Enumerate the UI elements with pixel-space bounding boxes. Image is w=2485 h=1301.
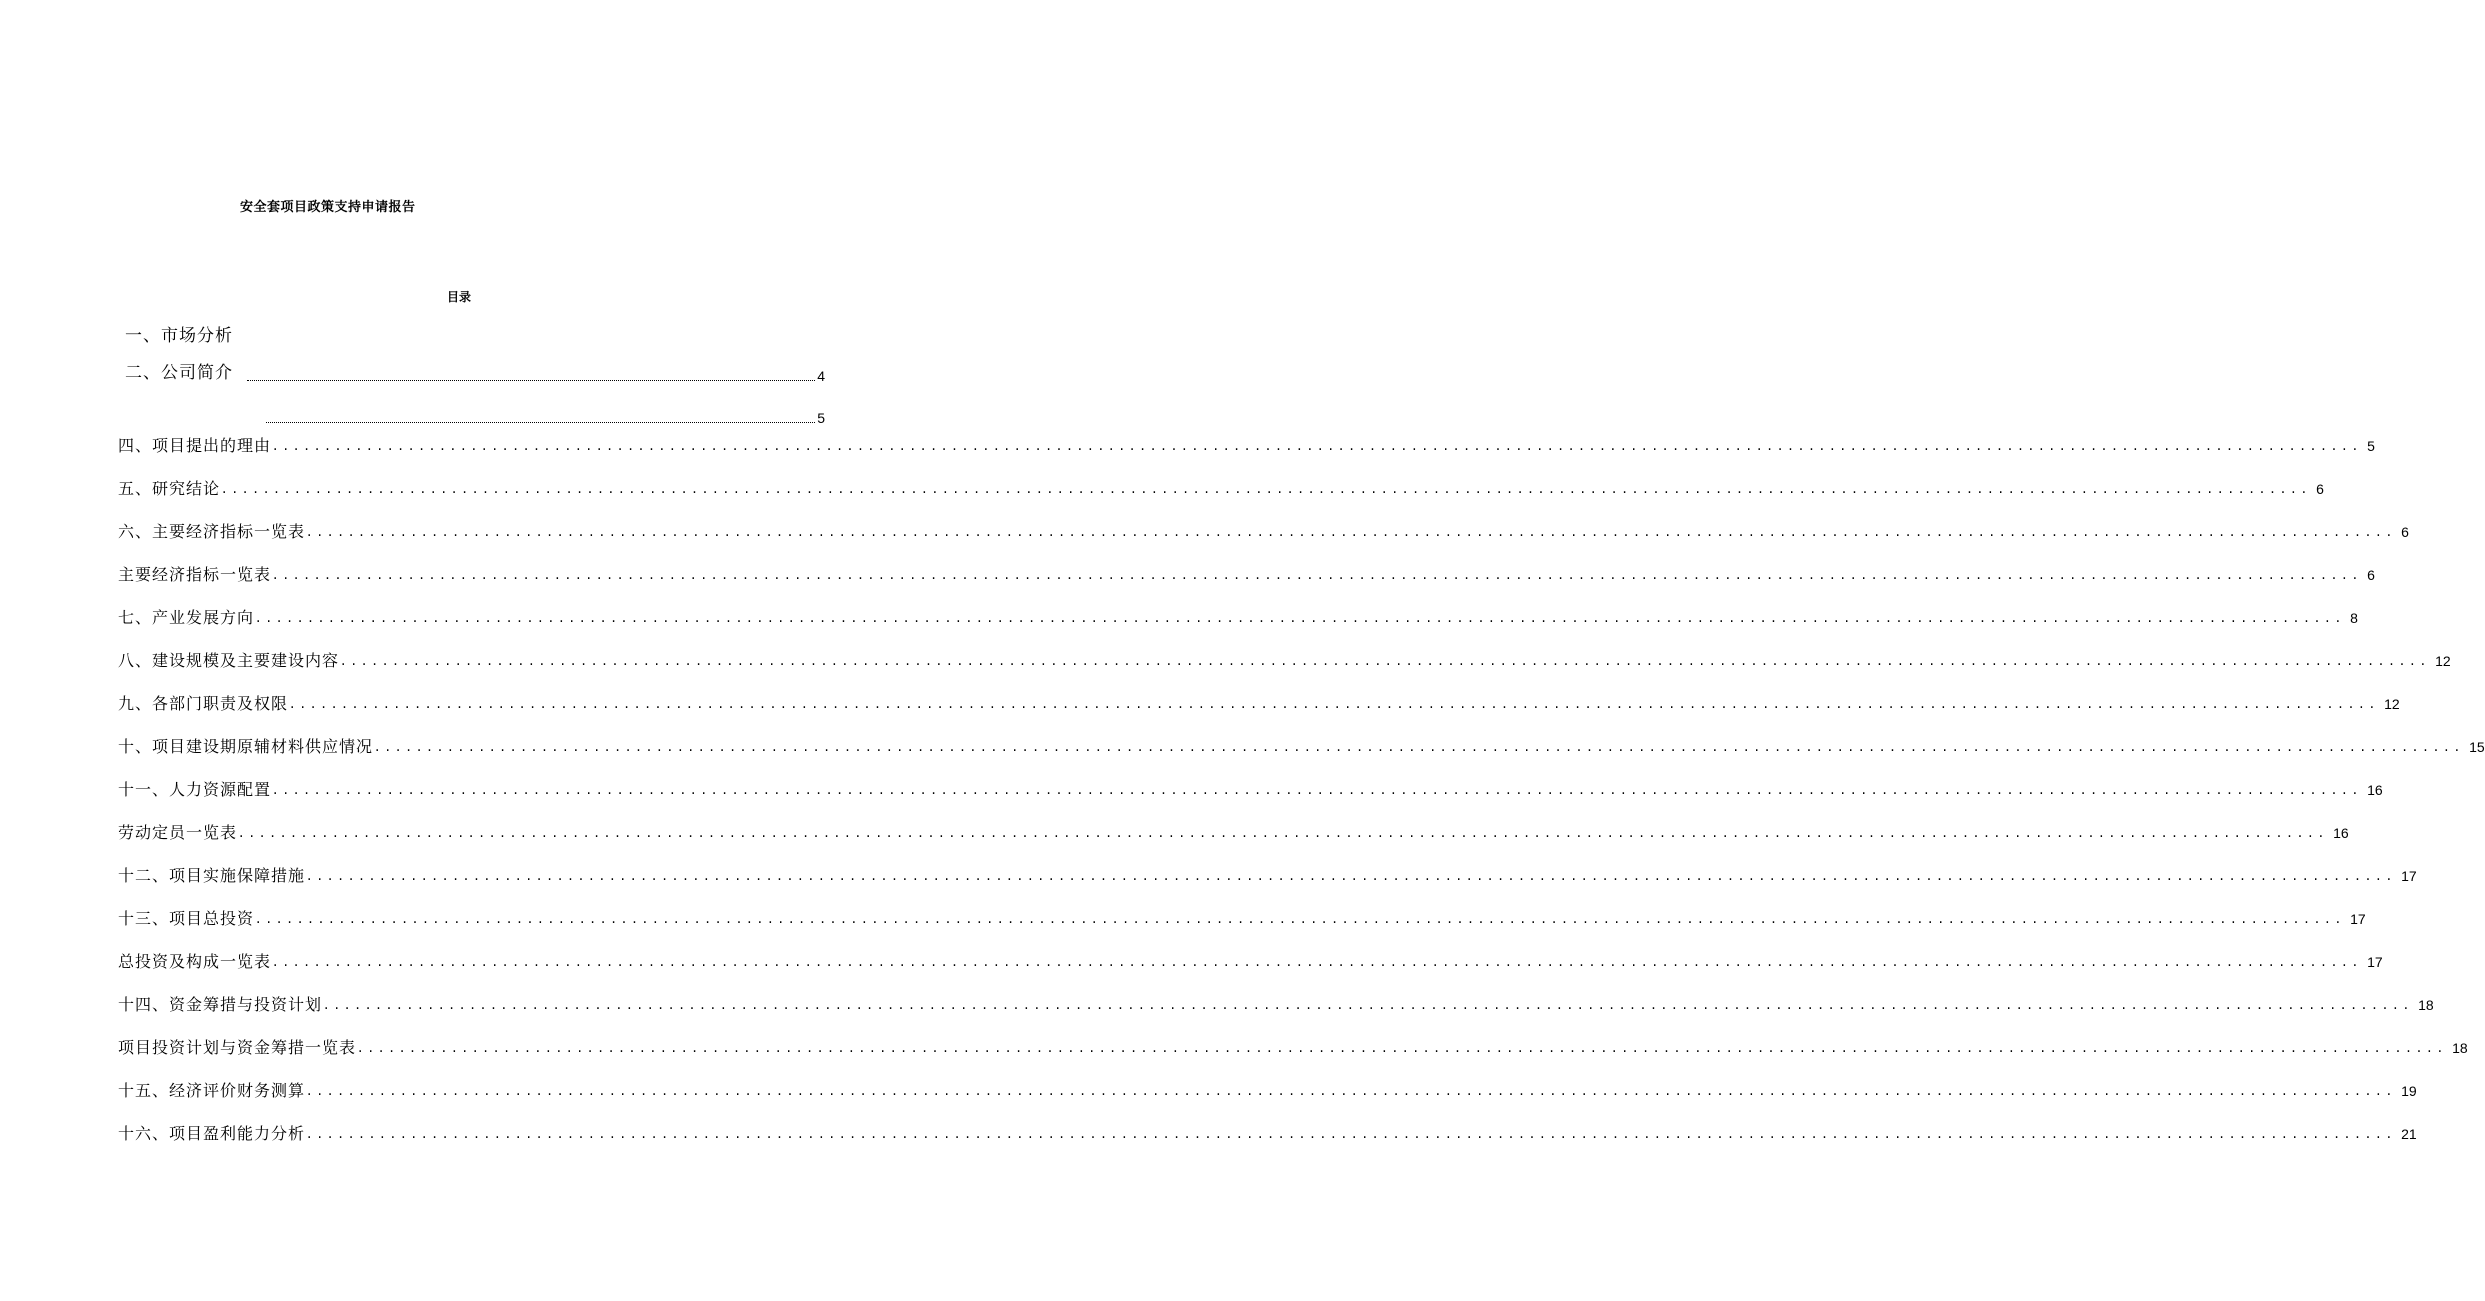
toc-entry-label: 七、产业发展方向 xyxy=(118,608,255,627)
toc-leader-dots: ........................................................................................................................................................................................................ xyxy=(324,997,2415,1013)
toc-entry[interactable] xyxy=(118,733,2485,757)
toc-entry[interactable] xyxy=(118,432,2375,456)
toc-entry-label: 五、研究结论 xyxy=(118,479,221,498)
toc-entry[interactable] xyxy=(118,518,2409,542)
toc-leader-dots: ........................................................................................................................................................................................................ xyxy=(256,610,2347,626)
toc-entry-label: 项目投资计划与资金筹措一览表 xyxy=(118,1038,357,1057)
toc-entry[interactable] xyxy=(118,991,2434,1015)
toc-leader-dots: ........................................................................................................................................................................................................ xyxy=(273,438,2364,454)
toc-entry-page: 15 xyxy=(2469,739,2485,755)
toc-entry-page: 16 xyxy=(2333,825,2349,841)
toc-leader-dots: ........................................................................................................................................................................................................ xyxy=(239,825,2330,841)
toc-entry[interactable] xyxy=(118,819,2349,843)
toc-entry-label: 总投资及构成一览表 xyxy=(118,952,272,971)
toc-entry[interactable] xyxy=(118,1120,2417,1144)
toc-entry-label: 劳动定员一览表 xyxy=(118,823,238,842)
toc-entry-page: 6 xyxy=(2316,481,2324,497)
toc-entry-page: 16 xyxy=(2367,782,2383,798)
toc-entry-label: 二、公司简介 xyxy=(125,363,233,383)
toc-entry-page: 4 xyxy=(817,368,825,384)
toc-leader-dots: ........................................................................................................................................................................................................ xyxy=(290,696,2381,712)
toc-leader-dots: ........................................................................................................................................................................................................ xyxy=(222,481,2313,497)
toc-entry-page: 12 xyxy=(2435,653,2451,669)
toc-leader-dots: ........................................................................................................................................................................................................ xyxy=(307,1126,2398,1142)
toc-leader-dots: ........................................................................................................................................................................................................ xyxy=(307,524,2398,540)
toc-entry-company-intro[interactable] xyxy=(125,364,825,384)
toc-entry-unlabeled[interactable] xyxy=(252,406,825,426)
toc-entry-label: 十三、项目总投资 xyxy=(118,909,255,928)
toc-entry-page: 12 xyxy=(2384,696,2400,712)
toc-entry[interactable] xyxy=(118,690,2400,714)
toc-entry[interactable] xyxy=(118,604,2358,628)
toc-entry-label: 主要经济指标一览表 xyxy=(118,565,272,584)
toc-leader-dots: ........................................................................................................................................................................................................ xyxy=(341,653,2432,669)
toc-entry-page: 6 xyxy=(2401,524,2409,540)
toc-entry-label: 十五、经济评价财务测算 xyxy=(118,1081,306,1100)
toc-entry-label: 九、各部门职责及权限 xyxy=(118,694,289,713)
toc-entry[interactable] xyxy=(118,905,2366,929)
toc-entry-page: 6 xyxy=(2367,567,2375,583)
toc-entry-page: 17 xyxy=(2367,954,2383,970)
toc-entry-page: 5 xyxy=(817,410,825,426)
toc-entry-label: 六、主要经济指标一览表 xyxy=(118,522,306,541)
toc-entry[interactable] xyxy=(118,475,2324,499)
toc-entry-label: 十四、资金筹措与投资计划 xyxy=(118,995,323,1014)
toc-entry-market-analysis[interactable] xyxy=(125,321,233,346)
toc-leader-dots: ........................................................................................................................................................................................................ xyxy=(307,868,2398,884)
toc-entry-page: 18 xyxy=(2418,997,2434,1013)
toc-leader-dots: ........................................................................................................................................................................................................ xyxy=(375,739,2466,755)
toc-entry-label: 八、建设规模及主要建设内容 xyxy=(118,651,340,670)
toc-leader-dots: ........................................................................................................................................................................................................ xyxy=(358,1040,2449,1056)
toc-leader-dots: ........................................................................................................................................................................................................ xyxy=(273,782,2364,798)
toc-leader-dots: ........................................................................................................................................................................................................ xyxy=(273,567,2364,583)
toc-entry-label: 十一、人力资源配置 xyxy=(118,780,272,799)
toc-entry-page: 18 xyxy=(2452,1040,2468,1056)
toc-entry-page: 17 xyxy=(2401,868,2417,884)
toc-entry[interactable] xyxy=(118,1034,2468,1058)
toc-entry-label: 一、市场分析 xyxy=(125,326,233,346)
toc-leader-dots: ........................................................................................................................................................................................................ xyxy=(273,954,2364,970)
toc-leader-dots: ........................................................................................................................................................................................................ xyxy=(307,1083,2398,1099)
toc-entry-label: 十六、项目盈利能力分析 xyxy=(118,1124,306,1143)
toc-leader-dots xyxy=(266,420,815,423)
toc-entry-page: 17 xyxy=(2350,911,2366,927)
toc-entry-label: 十、项目建设期原辅材料供应情况 xyxy=(118,737,374,756)
toc-heading: 目录 xyxy=(447,290,472,304)
toc-entry[interactable] xyxy=(118,1077,2417,1101)
toc-entry-page: 5 xyxy=(2367,438,2375,454)
toc-leader-dots xyxy=(247,378,815,381)
toc-leader-dots: ........................................................................................................................................................................................................ xyxy=(256,911,2347,927)
toc-entry-page: 21 xyxy=(2401,1126,2417,1142)
toc-entry[interactable] xyxy=(118,647,2451,671)
toc-entry-page: 8 xyxy=(2350,610,2358,626)
toc-entry[interactable] xyxy=(118,561,2375,585)
toc-entry[interactable] xyxy=(118,776,2383,800)
toc-entry-label: 十二、项目实施保障措施 xyxy=(118,866,306,885)
toc-entry[interactable] xyxy=(118,862,2417,886)
toc-entry-label: 四、项目提出的理由 xyxy=(118,436,272,455)
toc-entry[interactable] xyxy=(118,948,2383,972)
toc-entry-page: 19 xyxy=(2401,1083,2417,1099)
document-title: 安全套项目政策支持申请报告 xyxy=(240,200,416,215)
